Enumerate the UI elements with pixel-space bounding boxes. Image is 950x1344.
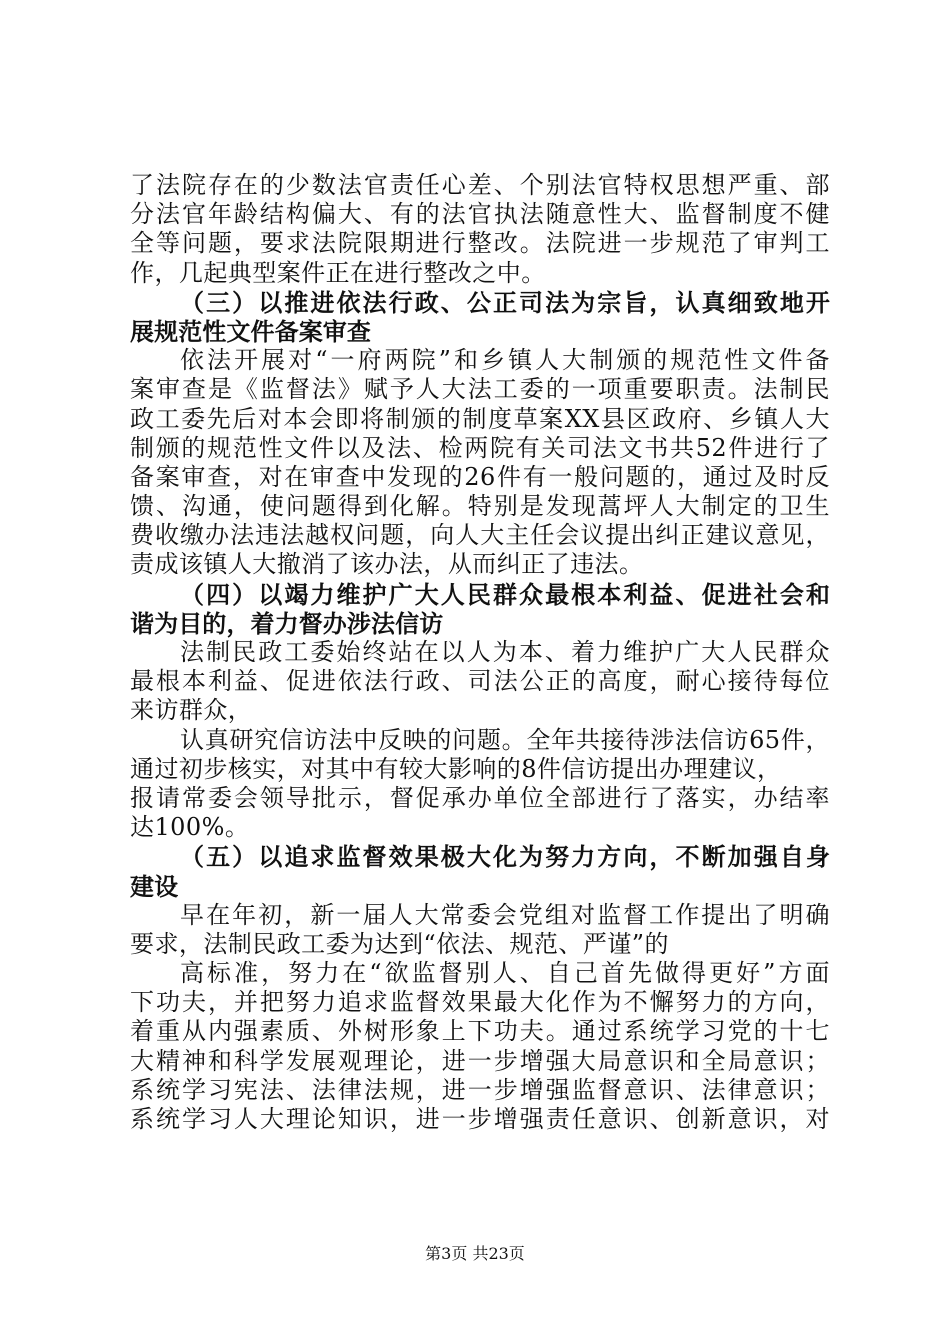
page-footer	[0, 1244, 950, 1264]
body-text-line: 高标准，努力在“欲监督别人、自己首先做得更好”方面	[180, 959, 830, 988]
body-text-line: 早在年初，新一届人大常委会党组对监督工作提出了明确	[180, 900, 830, 929]
body-text-line: 作，几起典型案件正在进行整改之中。	[130, 258, 546, 287]
body-text-line: 报请常委会领导批示，督促承办单位全部进行了落实，办结率	[130, 783, 830, 812]
section-heading-line: （三）以推进依法行政、公正司法为宗旨，认真细致地开	[180, 287, 830, 317]
body-text-line: 政工委先后对本会即将制颁的制度草案XX县区政府、乡镇人大	[130, 404, 830, 433]
body-text-line: 最根本利益、促进依法行政、司法公正的高度，耐心接待每位	[130, 667, 830, 696]
section-heading-line: 谐为目的，着力督办涉法信访	[130, 608, 444, 638]
body-text-line: 责成该镇人大撤消了该办法，从而纠正了违法。	[130, 550, 644, 579]
body-text-line: 费收缴办法违法越权问题，向人大主任会议提出纠正建议意见，	[130, 521, 830, 550]
section-heading-line: （五）以追求监督效果极大化为努力方向，不断加强自身	[180, 842, 830, 872]
page-number-label: 第3页 共23页	[425, 1244, 525, 1263]
body-text-line: 依法开展对“一府两院”和乡镇人大制颁的规范性文件备	[180, 346, 830, 375]
body-text-line: 达100%。	[130, 813, 250, 842]
body-text-line: 通过初步核实，对其中有较大影响的8件信访提出办理建议，	[130, 754, 782, 783]
section-heading-line: （四）以竭力维护广大人民群众最根本利益、促进社会和	[180, 579, 830, 609]
body-text-line: 分法官年龄结构偏大、有的法官执法随意性大、监督制度不健	[130, 200, 830, 229]
document-body	[130, 171, 830, 1134]
body-text-line: 案审查是《监督法》赋予人大法工委的一项重要职责。法制民	[130, 375, 830, 404]
body-text-line: 了法院存在的少数法官责任心差、个别法官特权思想严重、部	[130, 171, 830, 199]
body-text-line: 全等问题，要求法院限期进行整改。法院进一步规范了审判工	[130, 229, 830, 258]
body-text-line: 大精神和科学发展观理论，进一步增强大局意识和全局意识；	[130, 1046, 830, 1075]
body-text-line: 系统学习人大理论知识，进一步增强责任意识、创新意识，对	[130, 1105, 830, 1133]
body-text-line: 着重从内强素质、外树形象上下功夫。通过系统学习党的十七	[130, 1017, 830, 1046]
body-text-line: 法制民政工委始终站在以人为本、着力维护广大人民群众	[180, 638, 830, 666]
body-text-line: 系统学习宪法、法律法规，进一步增强监督意识、法律意识；	[130, 1075, 830, 1104]
body-text-line: 要求，法制民政工委为达到“依法、规范、严谨”的	[130, 929, 669, 958]
body-text-line: 认真研究信访法中反映的问题。全年共接待涉法信访65件，	[180, 725, 830, 754]
section-heading-line: 展规范性文件备案审查	[130, 316, 371, 346]
body-text-line: 备案审查，对在审查中发现的26件有一般问题的，通过及时反	[130, 462, 830, 491]
body-text-line: 制颁的规范性文件以及法、检两院有关司法文书共52件进行了	[130, 433, 830, 462]
section-heading-line: 建设	[130, 871, 179, 901]
body-text-line: 来访群众，	[130, 696, 253, 725]
body-text-line: 下功夫，并把努力追求监督效果最大化作为不懈努力的方向，	[130, 988, 830, 1017]
body-text-line: 馈、沟通，使问题得到化解。特别是发现蒿坪人大制定的卫生	[130, 492, 830, 521]
